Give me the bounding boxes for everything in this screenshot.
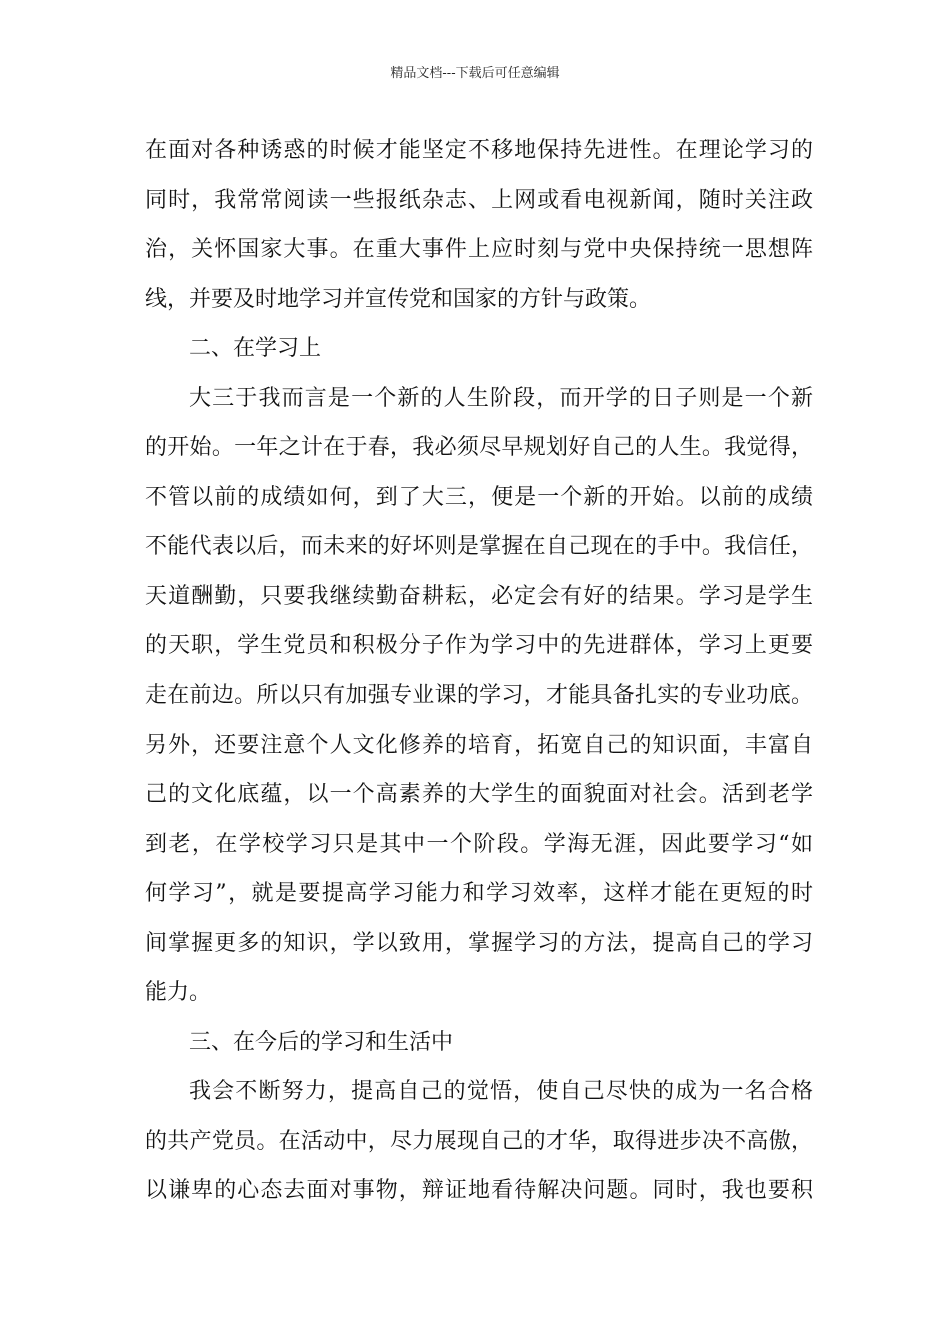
- section-heading: 三、在今后的学习和生活中: [189, 1029, 454, 1055]
- text-line: 能力。: [145, 980, 212, 1006]
- text-line: 以谦卑的心态去面对事物，辩证地看待解决问题。同时，我也要积: [145, 1178, 813, 1204]
- document-body: [145, 126, 813, 1216]
- text-line: 天道酬勤，只要我继续勤奋耕耘，必定会有好的结果。学习是学生: [145, 583, 813, 609]
- text-line: 的开始。一年之计在于春，我必须尽早规划好自己的人生。我觉得，: [145, 435, 813, 461]
- text-line: 的天职，学生党员和积极分子作为学习中的先进群体，学习上更要: [145, 633, 813, 659]
- text-line: 不能代表以后，而未来的好坏则是掌握在自己现在的手中。我信任，: [145, 534, 813, 560]
- text-line: 大三于我而言是一个新的人生阶段，而开学的日子则是一个新: [189, 385, 813, 411]
- text-line: 治，关怀国家大事。在重大事件上应时刻与党中央保持统一思想阵: [145, 237, 813, 263]
- text-line: 我会不断努力，提高自己的觉悟，使自己尽快的成为一名合格: [189, 1079, 813, 1105]
- text-line: 的共产党员。在活动中，尽力展现自己的才华，取得进步决不高傲，: [145, 1128, 813, 1154]
- text-line: 走在前边。所以只有加强专业课的学习，才能具备扎实的专业功底。: [145, 683, 813, 709]
- text-line: 在面对各种诱惑的时候才能坚定不移地保持先进性。在理论学习的: [145, 138, 813, 163]
- text-line: 到老，在学校学习只是其中一个阶段。学海无涯，因此要学习“如: [145, 831, 813, 857]
- text-line: 己的文化底蕴，以一个高素养的大学生的面貌面对社会。活到老学: [145, 782, 813, 808]
- text-line: 同时，我常常阅读一些报纸杂志、上网或看电视新闻，随时关注政: [145, 187, 813, 213]
- text-line: 何学习”，就是要提高学习能力和学习效率，这样才能在更短的时: [145, 881, 813, 907]
- section-heading: 二、在学习上: [189, 336, 322, 362]
- page-header: 精品文档---下载后可任意编辑: [390, 66, 560, 81]
- text-line: 另外，还要注意个人文化修养的培育，拓宽自己的知识面，丰富自: [145, 732, 813, 758]
- text-line: 间掌握更多的知识，学以致用，掌握学习的方法，提高自己的学习: [145, 930, 813, 956]
- text-line: 线，并要及时地学习并宣传党和国家的方针与政策。: [145, 286, 652, 312]
- text-line: 不管以前的成绩如何，到了大三，便是一个新的开始。以前的成绩: [145, 484, 813, 510]
